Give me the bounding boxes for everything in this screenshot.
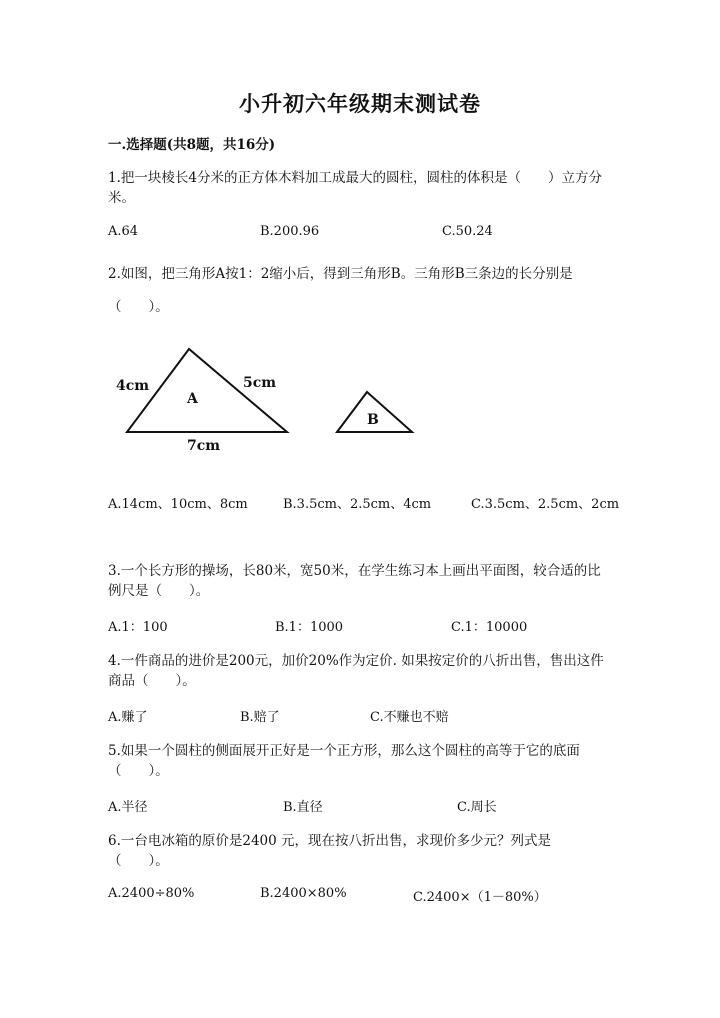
triangle-b-label: B [367,412,379,428]
question-2-option-c: C.3.5cm、2.5cm、2cm [471,497,620,512]
question-4-option-a: A.赚了 [108,710,148,725]
question-2-option-a: A.14cm、10cm、8cm [108,497,248,512]
side-label-right: 5cm [243,375,277,391]
question-1-option-a: A.64 [108,224,139,239]
question-6-option-a: A.2400÷80% [108,886,195,901]
page-title: 小升初六年级期末测试卷 [239,91,481,116]
question-4-option-b: B.赔了 [240,710,280,725]
question-2-text: 2.如图，把三角形A按1：2缩小后，得到三角形B。三角形B三条边的长分别是（ ）。 [108,266,573,315]
question-5-text: 5.如果一个圆柱的侧面展开正好是一个正方形，那么这个圆柱的高等于它的底面（ ）。 [108,743,580,779]
question-4-option-c: C.不赚也不赔 [370,710,449,725]
side-label-left: 4cm [116,378,150,394]
question-5-option-b: B.直径 [283,800,323,815]
question-3-option-b: B.1：1000 [275,620,344,635]
question-6-option-b: B.2400×80% [260,886,347,901]
question-4-text: 4.一件商品的进价是200元，加价20%作为定价. 如果按定价的八折出售，售出这件商品（ ）。 [108,653,604,689]
section-heading: 一.选择题(共8题，共16分) [108,137,276,153]
question-1-option-c: C.50.24 [442,224,493,239]
question-3-option-a: A.1：100 [108,620,168,635]
question-1-text: 1.把一块棱长4分米的正方体木料加工成最大的圆柱，圆柱的体积是（ ）立方分米。 [108,170,602,206]
question-1-option-b: B.200.96 [260,224,320,239]
question-5-option-a: A.半径 [108,800,148,815]
question-3-option-c: C.1：10000 [451,620,528,635]
side-label-bottom: 7cm [187,438,221,454]
question-6-option-c: C.2400×（1－80%） [413,890,547,905]
question-5-option-c: C.周长 [457,800,497,815]
question-3-text: 3.一个长方形的操场，长80米，宽50米，在学生练习本上画出平面图，较合适的比例尺是（ ）。 [108,563,601,599]
triangle-a-label: A [187,391,198,407]
question-2-option-b: B.3.5cm、2.5cm、4cm [283,497,432,512]
question-6-text: 6.一台电冰箱的原价是2400 元，现在按八折出售，求现价多少元？列式是（ ）。 [108,833,552,869]
